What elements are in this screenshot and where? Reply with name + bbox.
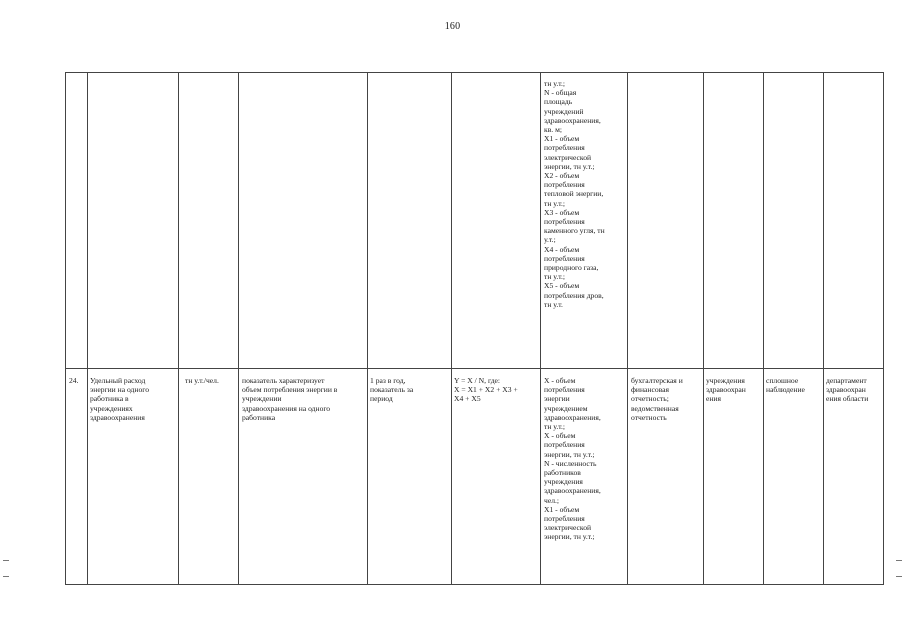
- calculation-formula: Y = X / N, где: X = X1 + X2 + X3 + X4 + X5: [454, 376, 518, 404]
- column-divider: [238, 73, 239, 585]
- row-divider: [66, 584, 884, 585]
- column-divider: [703, 73, 704, 585]
- data-source: бухгалтерская и финансовая отчетность; ведомственная отчетность: [631, 376, 683, 422]
- observation-method: сплошное наблюдение: [766, 376, 805, 395]
- indicator-definition: показатель характеризует объем потребления энергии в учреждении здравоохранения на одного работника: [242, 376, 338, 422]
- row-number: 24.: [69, 376, 79, 385]
- row-divider: [66, 368, 884, 369]
- unit-of-measure: тн у.т./чел.: [185, 376, 219, 385]
- column-divider: [87, 73, 88, 585]
- column-divider: [540, 73, 541, 585]
- column-divider: [367, 73, 368, 585]
- column-divider: [763, 73, 764, 585]
- margin-mark: [3, 560, 9, 561]
- column-divider: [627, 73, 628, 585]
- page-number: 160: [444, 21, 461, 32]
- unit-of-observation: учреждения здравоохран ения: [706, 376, 746, 404]
- responsible-body: департамент здравоохран ения области: [826, 376, 869, 404]
- formula-variables: X - объем потребления энергии учреждением здравоохранения, тн у.т.; X - объем потребления энергии, тн у.т.; N - численность работников учреждения здравоохранения, чел.; X1 - объем потребления электрической энергии, тн у.т.;: [544, 376, 601, 542]
- continuation-formula-vars: тн у.т.; N - общая площадь учреждений здравоохранения, кв. м; X1 - объем потребления электрической энергии, тн у.т.; X2 - объем потребления тепловой энергии, тн у.т.; X3 - объем потребления каменного угля, тн у.т.; X4 - объем потребления природного газа, тн у.т.; X5 - объем потребления дров, тн у.т.: [544, 79, 605, 309]
- indicator-name: Удельный расход энергии на одного работника в учреждениях здравоохранения: [90, 376, 149, 422]
- column-divider: [178, 73, 179, 585]
- margin-mark: [896, 560, 902, 561]
- periodicity: 1 раз в год, показатель за период: [370, 376, 414, 404]
- indicators-table: [65, 72, 884, 585]
- column-divider: [823, 73, 824, 585]
- margin-mark: [896, 576, 902, 577]
- column-divider: [883, 73, 884, 585]
- margin-mark: [3, 576, 9, 577]
- column-divider: [451, 73, 452, 585]
